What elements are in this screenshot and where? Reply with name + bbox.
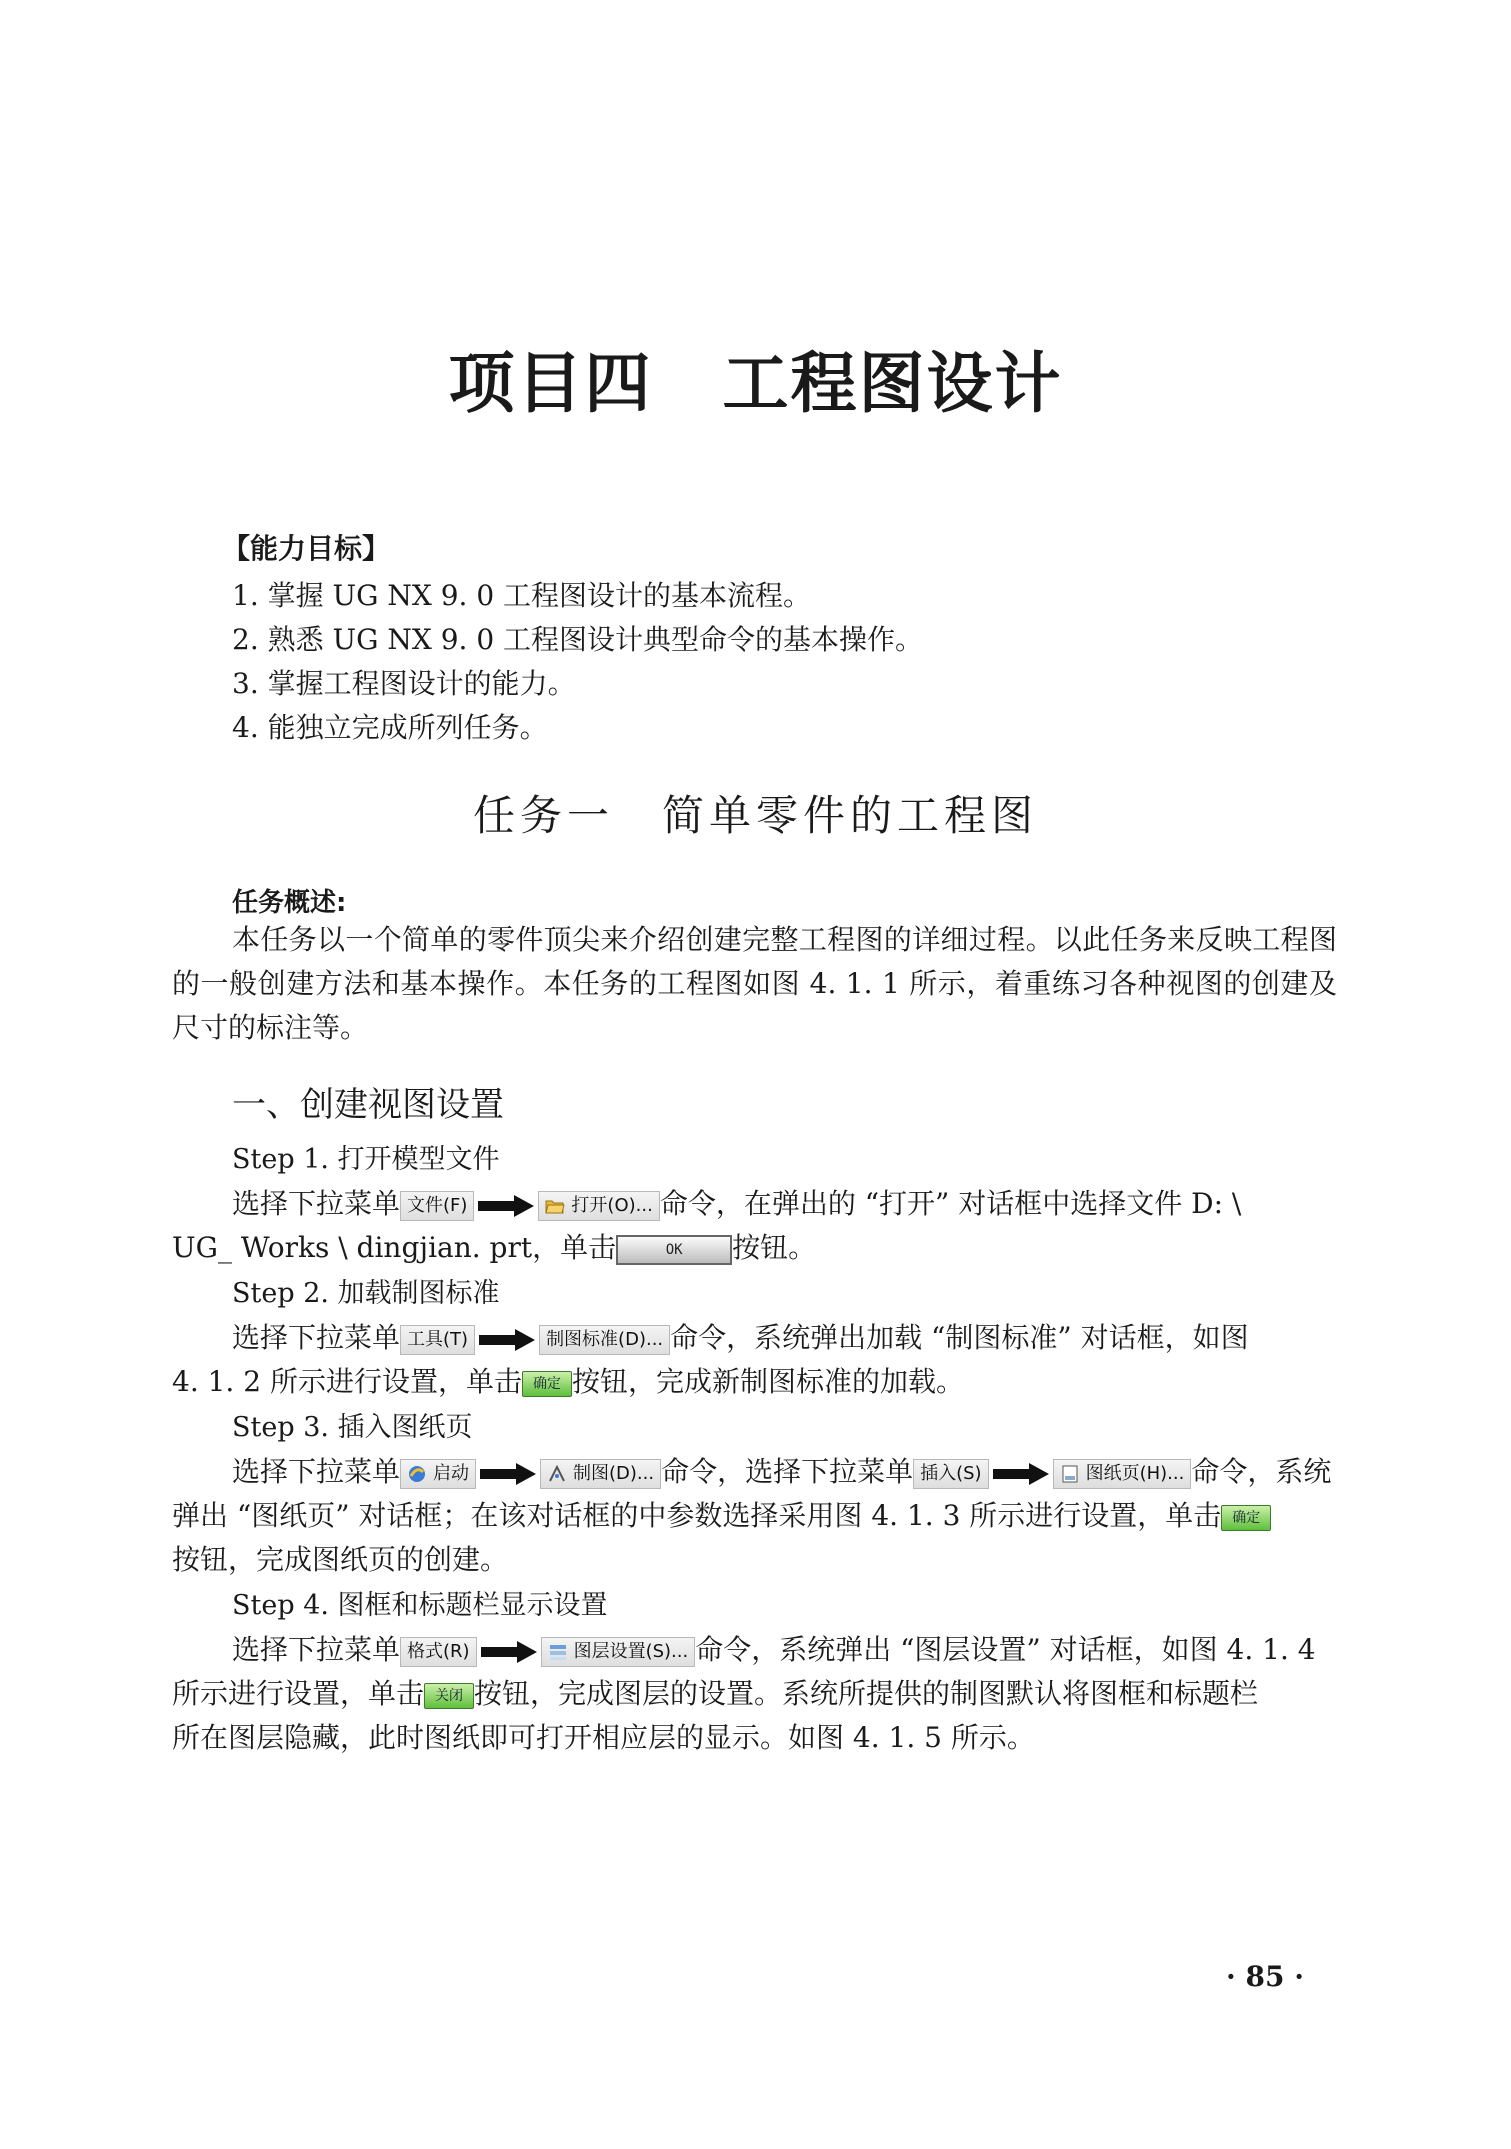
step2-post: 命令，系统弹出加载 “制图标准” 对话框，如图 [670,1321,1249,1354]
step2-pre: 选择下拉菜单 [232,1321,401,1354]
drawing-sheet-icon [1060,1464,1080,1484]
step1-line2-post: 按钮。 [732,1231,817,1264]
folder-open-icon [545,1196,565,1216]
step3-line2 [172,1494,1271,1538]
confirm-button-image: 确定 [1221,1505,1271,1531]
arrow-right-icon [481,1641,537,1663]
insert-menu-chip: 插入(S) [913,1459,988,1489]
step3-line3: 按钮，完成图纸页的创建。 [172,1543,509,1576]
step2-line2-post: 按钮，完成新制图标准的加载。 [571,1365,964,1398]
chapter-title [0,330,1511,425]
layer-settings-chip [541,1637,696,1667]
objective-item: 4. 能独立完成所列任务。 [232,711,548,744]
step1-line2 [172,1226,816,1270]
objectives-list [232,574,923,750]
chapter-title-number: 项目四 [448,345,653,422]
layer-settings-icon [548,1642,568,1662]
step1-line2-pre: UG_ Works \ dingjian. prt，单击 [172,1231,617,1264]
step4-title: Step 4. 图框和标题栏显示设置 [232,1590,608,1621]
open-command-label: 打开(O)... [571,1194,653,1216]
start-menu-chip [400,1459,476,1489]
step2-line1 [232,1316,1249,1360]
step4-pre: 选择下拉菜单 [232,1633,401,1666]
step2-line2-pre: 4. 1. 2 所示进行设置，单击 [172,1365,522,1398]
drafting-icon [547,1464,567,1484]
file-menu-chip: 文件(F) [400,1191,474,1221]
step3-title: Step 3. 插入图纸页 [232,1412,473,1443]
overview-heading: 任务概述: [232,888,347,918]
step3-post: 命令，系统 [1191,1455,1332,1488]
arrow-right-icon [479,1329,535,1351]
step3-line2-text: 弹出 “图纸页” 对话框；在该对话框的中参数选择采用图 4. 1. 3 所示进行设置，单击 [172,1499,1222,1532]
task-title [0,783,1511,843]
open-command-chip [538,1191,659,1221]
step1-post: 命令，在弹出的 “打开” 对话框中选择文件 D: \ [659,1187,1242,1220]
sheet-command-chip [1053,1459,1192,1489]
task-title-number: 任务一 [472,791,614,840]
confirm-button-image: 确定 [522,1371,572,1397]
tools-menu-chip: 工具(T) [400,1325,475,1355]
start-app-icon [407,1464,427,1484]
step3-mid: 命令，选择下拉菜单 [661,1455,914,1488]
drafting-standard-chip: 制图标准(D)... [539,1325,670,1355]
task-title-text: 简单零件的工程图 [662,791,1039,840]
objective-item: 2. 熟悉 UG NX 9. 0 工程图设计典型命令的基本操作。 [232,623,924,656]
objectives-heading: 【能力目标】 [222,532,391,565]
sheet-command-label: 图纸页(H)... [1085,1462,1185,1484]
step4-line1 [232,1628,1316,1672]
step3-line1 [232,1450,1331,1494]
chapter-title-text: 工程图设计 [722,345,1063,422]
step4-line2 [172,1672,1258,1716]
objective-item: 1. 掌握 UG NX 9. 0 工程图设计的基本流程。 [232,579,812,612]
drafting-command-label: 制图(D)... [573,1462,655,1484]
step3-pre: 选择下拉菜单 [232,1455,401,1488]
ok-button-image: OK [616,1235,732,1265]
drafting-command-chip [540,1459,661,1489]
layer-settings-label: 图层设置(S)... [573,1640,689,1662]
overview-paragraph: 本任务以一个简单的零件顶尖来介绍创建完整工程图的详细过程。以此任务来反映工程图的一般创建方法和基本操作。本任务的工程图如图 4. 1. 1 所示，着重练习各种视图的创建及尺寸的标注等。 [172,923,1337,1044]
step1-line1 [232,1182,1241,1226]
step2-title: Step 2. 加载制图标准 [232,1278,500,1309]
arrow-right-icon [993,1463,1049,1485]
objective-item: 3. 掌握工程图设计的能力。 [232,667,576,700]
step4-line3: 所在图层隐藏，此时图纸即可打开相应层的显示。如图 4. 1. 5 所示。 [172,1721,1035,1754]
section-heading: 一、创建视图设置 [232,1085,504,1125]
arrow-right-icon [480,1463,536,1485]
step2-line2 [172,1360,964,1404]
arrow-right-icon [478,1195,534,1217]
format-menu-chip: 格式(R) [400,1637,477,1667]
step4-line2-pre: 所示进行设置，单击 [172,1677,425,1710]
close-button-image: 关闭 [424,1683,474,1709]
step1-title: Step 1. 打开模型文件 [232,1144,500,1175]
step4-line2-post: 按钮，完成图层的设置。系统所提供的制图默认将图框和标题栏 [474,1677,1259,1710]
step1-pre: 选择下拉菜单 [232,1187,401,1220]
start-menu-label: 启动 [433,1462,470,1484]
page-number: · 85 · [1226,1960,1304,1993]
step4-post: 命令，系统弹出 “图层设置” 对话框，如图 4. 1. 4 [695,1633,1316,1666]
